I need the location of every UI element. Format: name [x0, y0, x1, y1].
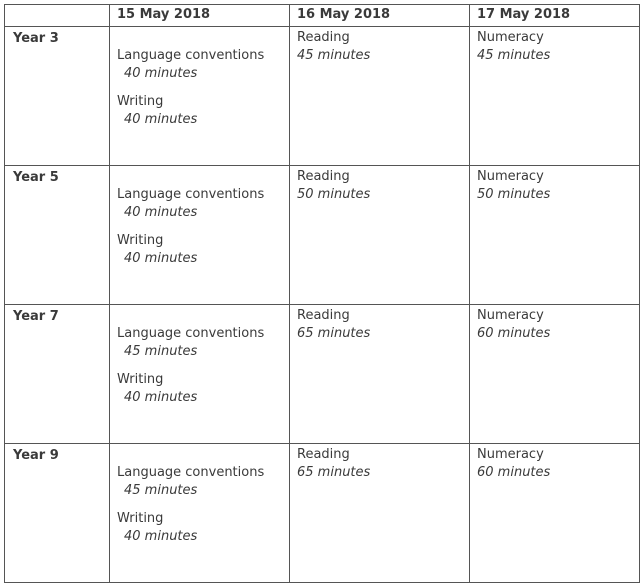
test-duration: 45 minutes [124, 483, 198, 498]
test-name: Reading [297, 30, 350, 45]
test-duration: 40 minutes [124, 205, 198, 220]
test-entry [117, 510, 289, 546]
header-corner-cell [5, 5, 110, 27]
test-duration: 45 minutes [124, 344, 198, 359]
year-label: Year 7 [13, 309, 59, 324]
test-duration: 40 minutes [124, 529, 198, 544]
test-duration: 50 minutes [477, 187, 551, 202]
test-name: Language conventions [117, 326, 265, 341]
test-duration: 60 minutes [477, 326, 551, 341]
test-duration: 40 minutes [124, 251, 198, 266]
table-row-year-5 [5, 166, 640, 305]
table-row-year-3 [5, 27, 640, 166]
test-entry [117, 47, 289, 83]
test-name: Language conventions [117, 187, 265, 202]
day2-cell [290, 305, 470, 444]
day1-cell [110, 444, 290, 583]
test-name: Writing [117, 511, 164, 526]
test-duration: 40 minutes [124, 66, 198, 81]
test-name: Numeracy [477, 447, 544, 462]
table-row-year-7 [5, 305, 640, 444]
test-name: Reading [297, 447, 350, 462]
header-date-2: 16 May 2018 [290, 5, 470, 27]
test-name: Reading [297, 169, 350, 184]
day1-cell [110, 166, 290, 305]
year-label: Year 5 [13, 170, 59, 185]
day1-cell [110, 305, 290, 444]
day3-cell [470, 27, 640, 166]
day3-cell [470, 305, 640, 444]
test-name: Reading [297, 308, 350, 323]
day2-cell [290, 444, 470, 583]
test-name: Writing [117, 94, 164, 109]
year-label: Year 9 [13, 448, 59, 463]
test-entry [117, 186, 289, 222]
test-duration: 40 minutes [124, 112, 198, 127]
test-name: Writing [117, 233, 164, 248]
year-cell [5, 27, 110, 166]
header-row [5, 5, 640, 27]
test-duration: 45 minutes [477, 48, 551, 63]
test-name: Numeracy [477, 308, 544, 323]
test-duration: 65 minutes [297, 465, 371, 480]
table-row-year-9 [5, 444, 640, 583]
day2-cell [290, 27, 470, 166]
test-name: Numeracy [477, 169, 544, 184]
year-label: Year 3 [13, 31, 59, 46]
day1-cell [110, 27, 290, 166]
test-name: Language conventions [117, 465, 265, 480]
header-date-1: 15 May 2018 [110, 5, 290, 27]
test-name: Language conventions [117, 48, 265, 63]
test-entry [117, 464, 289, 500]
test-duration: 45 minutes [297, 48, 371, 63]
day2-cell [290, 166, 470, 305]
test-entry [117, 371, 289, 407]
test-duration: 60 minutes [477, 465, 551, 480]
test-duration: 40 minutes [124, 390, 198, 405]
test-entry [117, 325, 289, 361]
test-duration: 65 minutes [297, 326, 371, 341]
test-entry [117, 232, 289, 268]
year-cell [5, 166, 110, 305]
test-name: Numeracy [477, 30, 544, 45]
header-date-3: 17 May 2018 [470, 5, 640, 27]
year-cell [5, 305, 110, 444]
test-entry [117, 93, 289, 129]
day3-cell [470, 166, 640, 305]
day3-cell [470, 444, 640, 583]
test-name: Writing [117, 372, 164, 387]
test-schedule-table [4, 4, 640, 583]
year-cell [5, 444, 110, 583]
test-duration: 50 minutes [297, 187, 371, 202]
